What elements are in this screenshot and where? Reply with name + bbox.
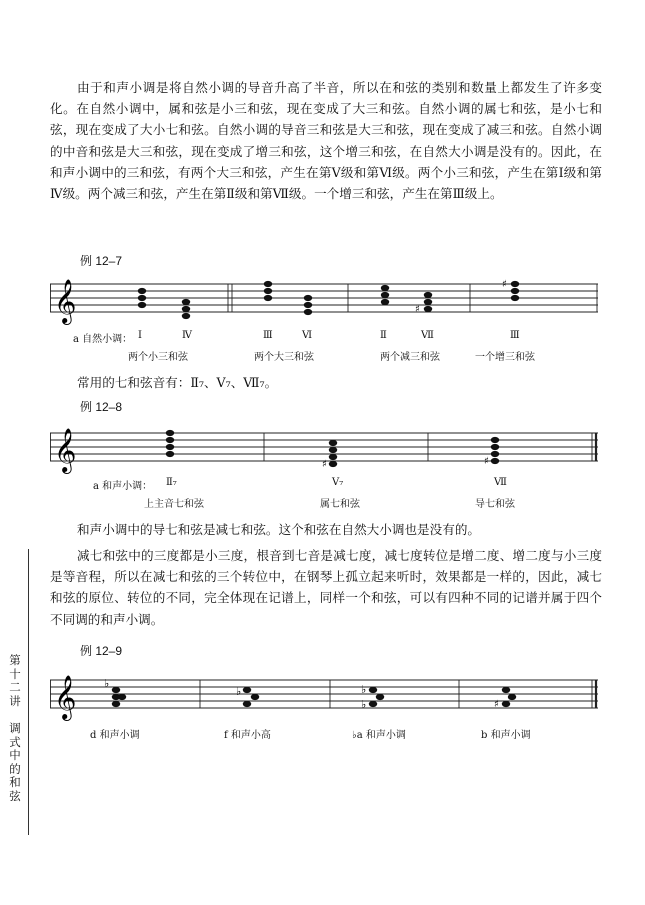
chord-caption: 属七和弦 — [320, 499, 360, 510]
svg-text:♭: ♭ — [104, 677, 110, 690]
chord-caption: 导七和弦 — [475, 499, 515, 510]
example-label-12-9: 例 12–9 — [80, 644, 123, 658]
treble-clef-icon: 𝄞 — [54, 279, 77, 323]
chord-caption: d 和声小调 — [90, 730, 140, 741]
chord-caption: 两个减三和弦 — [380, 352, 440, 363]
music-staff-example-12-9 — [50, 665, 602, 725]
roman-numeral: Ⅲ — [263, 330, 273, 341]
paragraph-leading-seventh: 和声小调中的导七和弦是减七和弦。这个和弦在自然大小调也是没有的。 — [77, 522, 480, 537]
example-label-12-7: 例 12–7 — [80, 254, 123, 268]
roman-numeral: Ⅳ — [182, 330, 192, 341]
chord-caption: 两个大三和弦 — [254, 352, 314, 363]
roman-numeral: Ⅱ₇ — [166, 477, 177, 488]
chapter-title-text: 调 式 中 的 和 弦 — [9, 721, 21, 803]
svg-text:♭: ♭ — [236, 685, 242, 698]
chord-caption: ♭a 和声小调 — [352, 730, 406, 741]
svg-text:♭: ♭ — [361, 683, 367, 696]
treble-clef-icon: 𝄞 — [54, 428, 77, 472]
roman-numeral: Ⅶ — [494, 477, 507, 488]
svg-text:♯: ♯ — [415, 304, 420, 315]
chord-caption: f 和声小高 — [224, 730, 271, 741]
paragraph-seventh-chords: 常用的七和弦音有：Ⅱ₇、Ⅴ₇、Ⅶ₇。 — [77, 375, 278, 390]
svg-text:♯: ♯ — [494, 699, 499, 710]
svg-text:♯: ♯ — [502, 279, 507, 290]
svg-text:♯: ♯ — [322, 459, 327, 470]
paragraph-diminished-seventh: 减七和弦中的三度都是小三度，根音到七音是减七度，减七度转位是增二度、增二度与小三度是等音程，所以在减七和弦的三个转位中，在钢琴上孤立起来听时，效果都是一样的，因此，减七和弦的原位、转位的不同，完全体现在记谱上，同样一个和弦，可以有四种不同的记谱并属于四个不同调的和声小调。 — [50, 548, 602, 627]
key-label-natural-minor: a 自然小调： — [73, 334, 133, 345]
chapter-number — [4, 654, 26, 708]
paragraph-harmonic-minor: 由于和声小调是将自然小调的导音升高了半音，所以在和弦的类别和数量上都发生了许多变化。在自然小调中，属和弦是小三和弦，现在变成了大三和弦。自然小调的属七和弦，是小七和弦，现在变成了大小七和弦。自然小调的导音三和弦是大三和弦，现在变成了减三和弦。自然小调的中音和弦是大三和弦，现在变成了增三和弦，这个增三和弦，在自然大小调是没有的。因此，在和声小调中的三和弦，有两个大三和弦，产生在第Ⅴ级和第Ⅵ级。两个小三和弦，产生在第Ⅰ级和第Ⅳ级。两个减三和弦，产生在第Ⅱ级和第Ⅶ级。一个增三和弦，产生在第Ⅲ级上。 — [50, 80, 602, 202]
roman-numeral: Ⅰ — [138, 330, 142, 341]
chord-caption: 一个增三和弦 — [475, 352, 535, 363]
roman-numeral: Ⅵ — [302, 330, 313, 341]
svg-text:♭: ♭ — [361, 698, 367, 711]
roman-numeral: Ⅶ — [421, 330, 434, 341]
roman-numeral: Ⅱ — [380, 330, 387, 341]
sidebar-rule — [28, 549, 29, 835]
chapter-title — [4, 722, 26, 804]
chord-caption: b 和声小调 — [481, 730, 531, 741]
roman-numeral: Ⅲ — [510, 330, 520, 341]
chord-caption: 上主音七和弦 — [144, 499, 204, 510]
key-label-harmonic-minor: a 和声小调： — [93, 481, 153, 492]
music-staff-example-12-7 — [50, 272, 602, 332]
treble-clef-icon: 𝄞 — [54, 675, 77, 719]
example-label-12-8: 例 12–8 — [80, 400, 123, 414]
chord-caption: 两个小三和弦 — [128, 352, 188, 363]
roman-numeral: V₇ — [332, 477, 344, 488]
svg-text:♯: ♯ — [484, 456, 489, 467]
music-staff-example-12-8 — [50, 418, 602, 478]
chapter-label: 第 十 二 讲 — [9, 653, 21, 708]
